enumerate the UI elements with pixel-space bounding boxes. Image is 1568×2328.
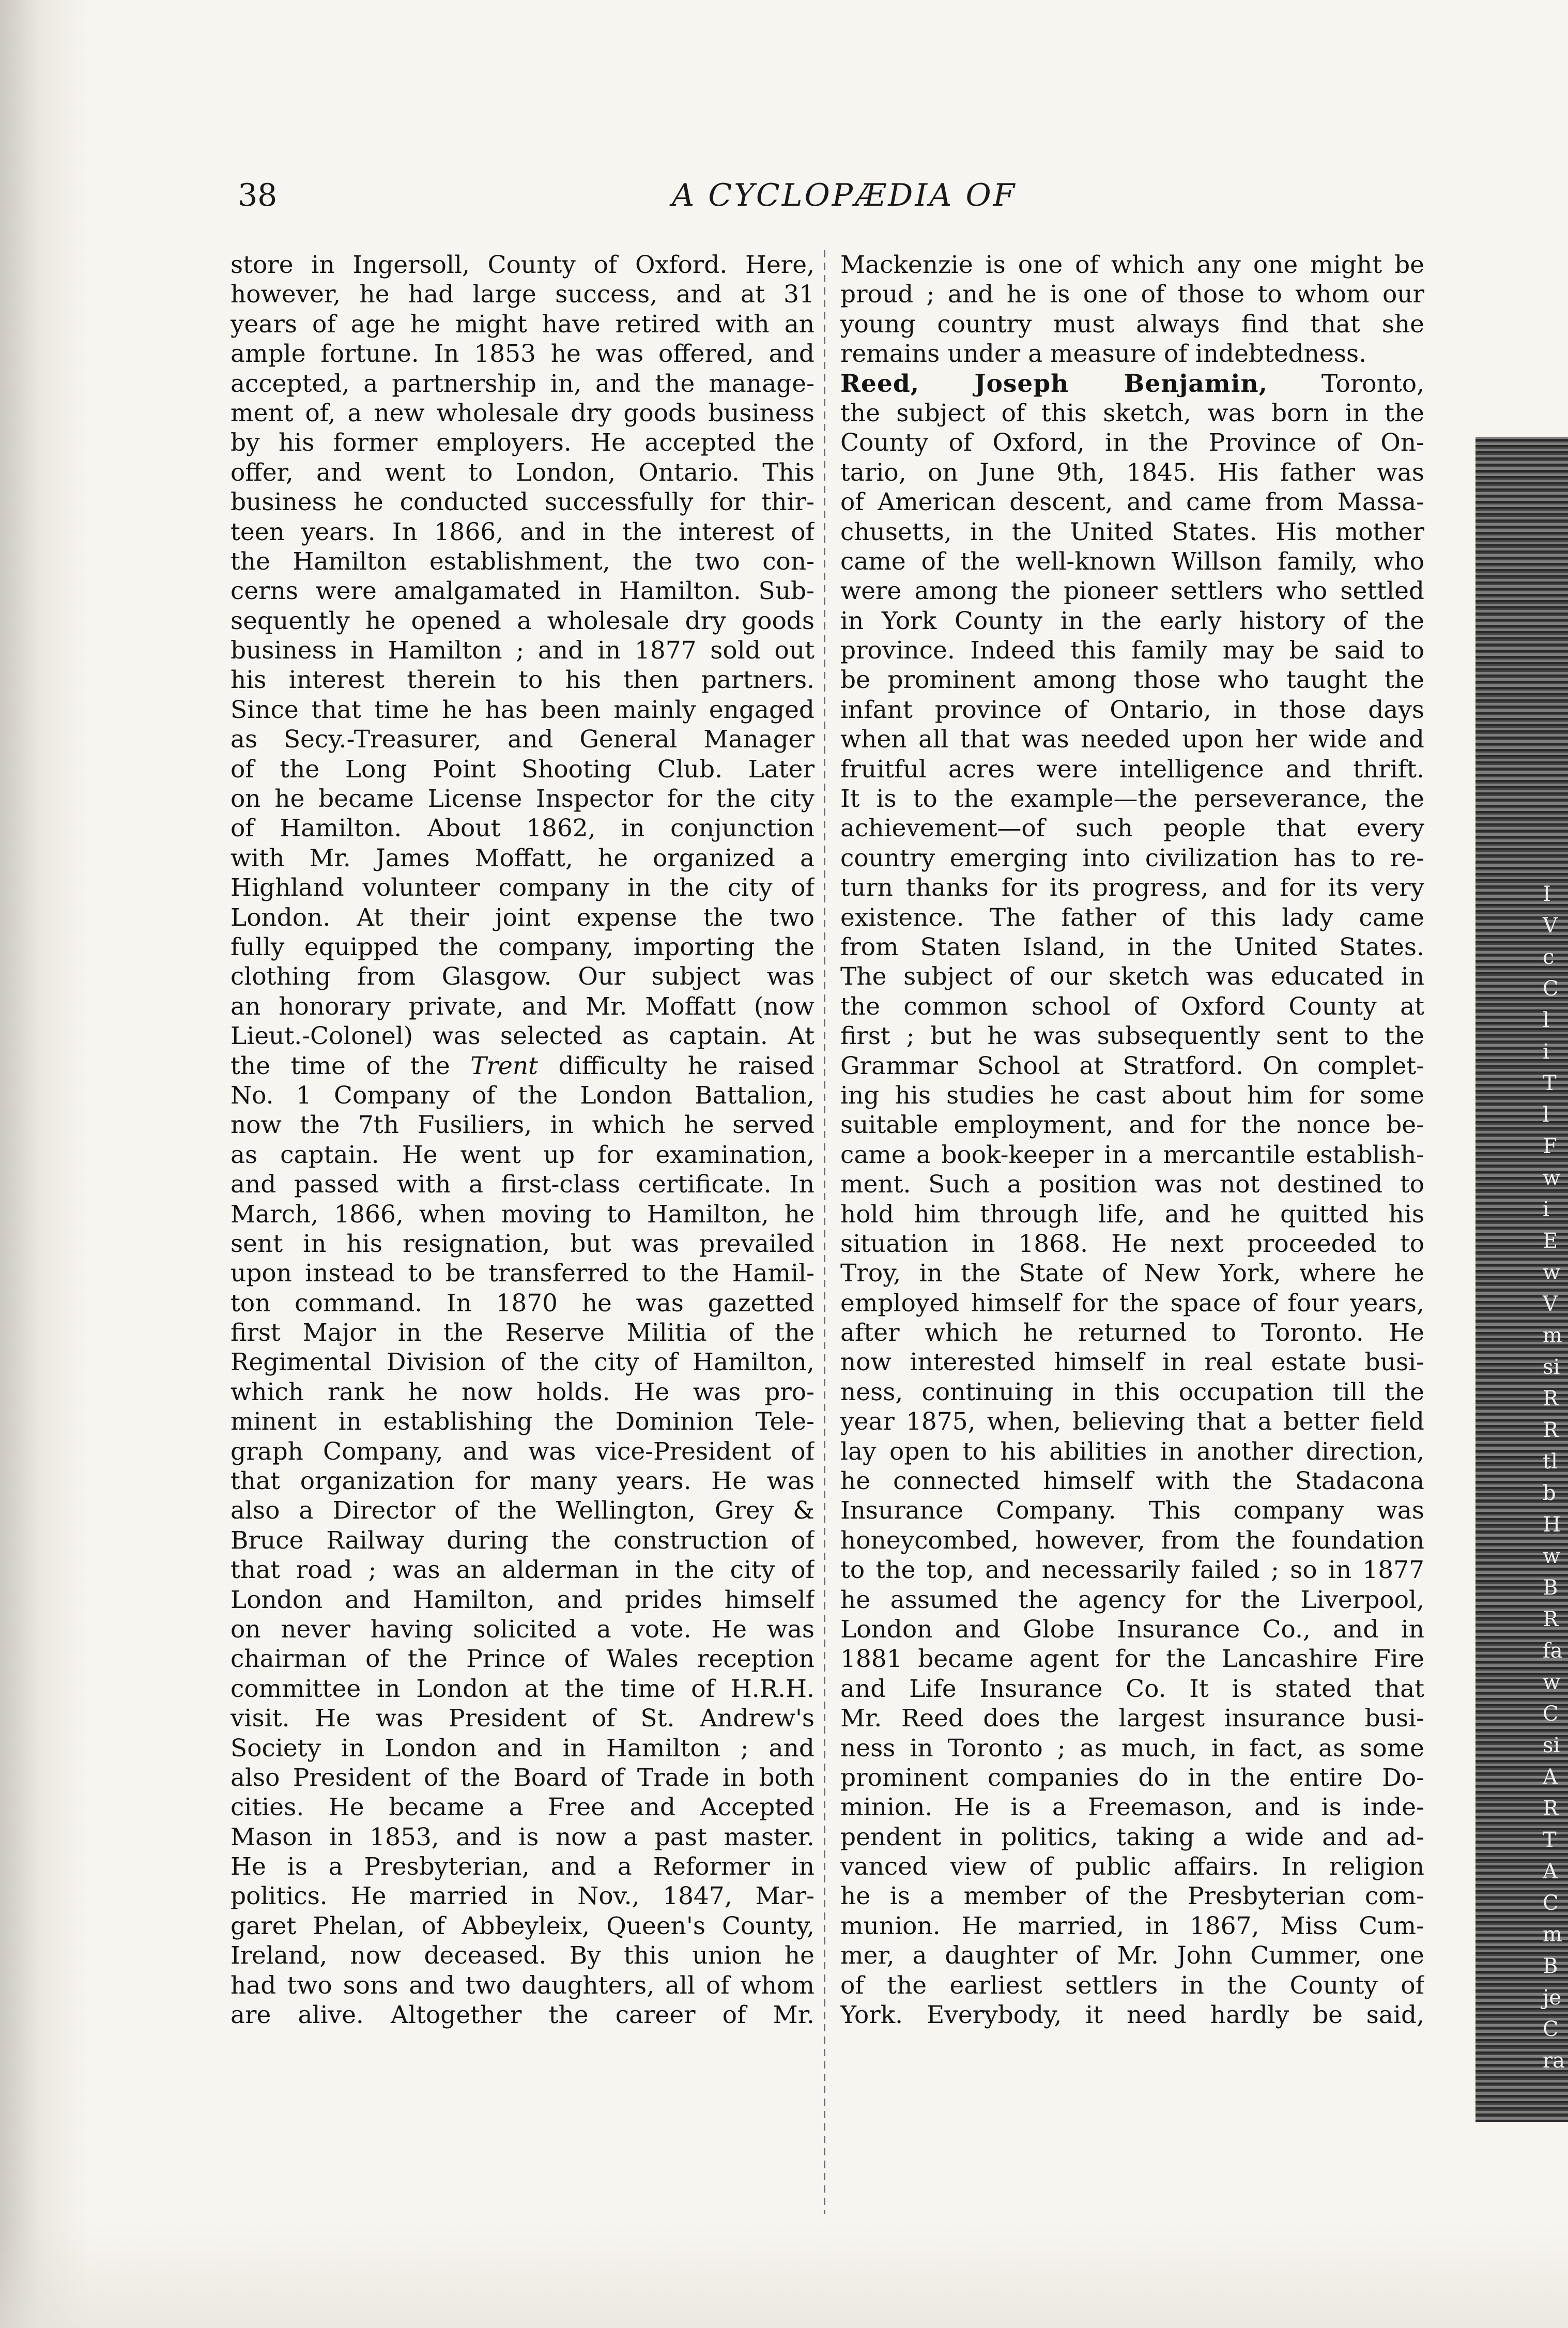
next-page-letter: C [1543, 1891, 1559, 1915]
next-page-letter: fa [1543, 1639, 1563, 1663]
text-line: cities. He became a Free and Accepted [230, 1793, 814, 1822]
text-line: Society in London and in Hamilton ; and [230, 1734, 814, 1763]
bottom-margin-stain [0, 2223, 1568, 2328]
text-line: an honorary private, and Mr. Moffatt (now [230, 992, 814, 1021]
text-line: ample fortune. In 1853 he was offered, and [230, 340, 814, 369]
next-page-letter: ra [1543, 2049, 1565, 2073]
page-number: 38 [238, 177, 278, 213]
text-line: clothing from Glasgow. Our subject was [230, 962, 814, 991]
text-line: tario, on June 9th, 1845. His father was [840, 458, 1424, 487]
text-line: first ; but he was subsequently sent to the [840, 1022, 1424, 1051]
next-page-letter: je [1543, 1986, 1562, 2010]
page-header [238, 177, 1434, 224]
text-line: the Hamilton establishment, the two con- [230, 547, 814, 576]
next-page-letter: tl [1543, 1450, 1558, 1474]
next-page-letter: A [1543, 1860, 1558, 1883]
text-line: Mr. Reed does the largest insurance busi- [840, 1704, 1424, 1733]
text-line: that road ; was an alderman in the city of [230, 1556, 814, 1585]
text-line: accepted, a partnership in, and the manage- [230, 369, 814, 398]
next-page-letter: T [1543, 1071, 1557, 1095]
next-page-letter: b [1543, 1481, 1556, 1505]
text-line: remains under a measure of indebtedness. [840, 340, 1367, 369]
next-page-letter: si [1543, 1355, 1560, 1379]
running-head: A CYCLOPÆDIA OF [672, 177, 1017, 213]
text-line: visit. He was President of St. Andrew's [230, 1704, 814, 1733]
text-line: are alive. Altogether the career of Mr. [230, 2001, 814, 2030]
next-page-letter: l [1543, 1103, 1549, 1127]
text-line: situation in 1868. He next proceeded to [840, 1229, 1424, 1258]
text-line: and Life Insurance Co. It is stated that [840, 1674, 1424, 1703]
text-line: of American descent, and came from Massa- [840, 488, 1424, 517]
next-page-letter: m [1543, 1324, 1562, 1347]
text-line: garet Phelan, of Abbeyleix, Queen's County, [230, 1911, 814, 1940]
text-line: he is a member of the Presbyterian com- [840, 1882, 1424, 1911]
entry-heading: Reed, Joseph Benjamin, [840, 369, 1268, 398]
text-line: chairman of the Prince of Wales reception [230, 1645, 814, 1674]
text-line: ment of, a new wholesale dry goods business [230, 399, 814, 427]
text-line: pendent in politics, taking a wide and ad- [840, 1822, 1424, 1851]
text-line: to the top, and necessarily failed ; so in 1877 [840, 1556, 1424, 1585]
next-page-letter: C [1543, 1702, 1559, 1726]
text-line: on never having solicited a vote. He was [230, 1615, 814, 1644]
next-page-letter: B [1543, 1576, 1558, 1600]
text-line: that organization for many years. He was [230, 1467, 814, 1496]
text-line: ness, continuing in this occupation till the [840, 1377, 1424, 1406]
text-line: store in Ingersoll, County of Oxford. Here, [230, 251, 814, 279]
next-page-letter: A [1543, 1765, 1558, 1789]
entry-heading-location: Toronto, [1268, 369, 1424, 398]
text-line: on he became License Inspector for the city [230, 785, 814, 814]
text-line: now the 7th Fusiliers, in which he served [230, 1111, 814, 1140]
next-page-letter: w [1543, 1261, 1561, 1284]
text-line: be prominent among those who taught the [840, 666, 1424, 695]
text-line: he connected himself with the Stadacona [840, 1467, 1424, 1496]
text-line: year 1875, when, believing that a better field [840, 1407, 1424, 1436]
entry-body [840, 399, 1424, 2030]
text-line: business he conducted successfully for thir- [230, 488, 814, 517]
text-line: fully equipped the company, importing the [230, 932, 814, 961]
next-page-letter: C [1543, 977, 1559, 1001]
next-page-letter: c [1543, 945, 1555, 969]
next-page-letter: R [1543, 1607, 1559, 1631]
text-line: Troy, in the State of New York, where he [840, 1259, 1424, 1288]
text-line: of the Long Point Shooting Club. Later [230, 755, 814, 784]
text-line: committee in London at the time of H.R.H. [230, 1674, 814, 1703]
next-page-fragment [1543, 879, 1568, 2077]
text-line: cerns were amalgamated in Hamilton. Sub- [230, 577, 814, 606]
text-line: he assumed the agency for the Liverpool, [840, 1585, 1424, 1614]
text-line: when all that was needed upon her wide and [840, 725, 1424, 754]
next-page-letter: m [1543, 1923, 1562, 1947]
text-line: came a book-keeper in a mercantile establish- [840, 1140, 1424, 1169]
text-line: infant province of Ontario, in those days [840, 695, 1424, 724]
text-line: the time of the Trent difficulty he raised [230, 1051, 814, 1080]
binding-edge-shadow [0, 0, 90, 2328]
next-page-letter: H [1543, 1513, 1561, 1537]
text-line: It is to the example—the perseverance, the [840, 785, 1424, 814]
text-line: Mackenzie is one of which any one might be [840, 251, 1424, 279]
text-line: Highland volunteer company in the city of [230, 874, 814, 902]
text-line: from Staten Island, in the United States. [840, 932, 1424, 961]
text-line: the common school of Oxford County at [840, 992, 1424, 1021]
text-line: lay open to his abilities in another direction, [840, 1437, 1424, 1466]
next-page-letter: I [1543, 882, 1551, 906]
text-line: Grammar School at Stratford. On complet- [840, 1051, 1424, 1080]
text-line: ton command. In 1870 he was gazetted [230, 1289, 814, 1318]
text-line: The subject of our sketch was educated in [840, 962, 1424, 991]
text-line: first Major in the Reserve Militia of the [230, 1319, 814, 1347]
text-line: honeycombed, however, from the foundation [840, 1526, 1424, 1555]
next-page-letter: E [1543, 1229, 1558, 1253]
text-line: business in Hamilton ; and in 1877 sold out [230, 636, 814, 665]
text-line: country emerging into civilization has to re- [840, 844, 1424, 872]
text-line: prominent companies do in the entire Do- [840, 1763, 1424, 1792]
next-page-letter: B [1543, 1954, 1558, 1978]
text-line: years of age he might have retired with an [230, 310, 814, 339]
text-line: province. Indeed this family may be said to [840, 636, 1424, 665]
next-page-letter: T [1543, 1828, 1557, 1852]
text-line: in York County in the early history of the [840, 606, 1424, 635]
text-line: Regimental Division of the city of Hamilton, [230, 1348, 814, 1377]
text-line: Lieut.-Colonel) was selected as captain. At [230, 1022, 814, 1051]
text-line: London and Hamilton, and prides himself [230, 1585, 814, 1614]
next-page-letter: R [1543, 1387, 1559, 1411]
next-page-letter: V [1543, 914, 1558, 938]
text-line: now interested himself in real estate busi- [840, 1348, 1424, 1377]
text-line: employed himself for the space of four years, [840, 1289, 1424, 1318]
text-line: sent in his resignation, but was prevailed [230, 1229, 814, 1258]
right-column [840, 250, 1424, 2030]
text-line: London and Globe Insurance Co., and in [840, 1615, 1424, 1644]
text-line: the subject of this sketch, was born in the [840, 399, 1424, 427]
text-line: turn thanks for its progress, and for its very [840, 874, 1424, 902]
text-line: suitable employment, and for the nonce be- [840, 1111, 1424, 1140]
text-line: munion. He married, in 1867, Miss Cum- [840, 1911, 1424, 1940]
next-page-letter: R [1543, 1418, 1559, 1442]
text-line: ment. Such a position was not destined to [840, 1170, 1424, 1199]
text-line: Bruce Railway during the construction of [230, 1526, 814, 1555]
text-line: however, he had large success, and at 31 [230, 280, 814, 309]
text-line: hold him through life, and he quitted his [840, 1200, 1424, 1229]
text-line: as Secy.-Treasurer, and General Manager [230, 725, 814, 754]
text-line: with Mr. James Moffatt, he organized a [230, 844, 814, 872]
next-page-letter: w [1543, 1671, 1561, 1694]
text-line: and passed with a first-class certificate. In [230, 1170, 814, 1199]
text-line: County of Oxford, in the Province of On- [840, 428, 1424, 457]
text-line: Since that time he has been mainly engaged [230, 695, 814, 724]
text-line: also a Director of the Wellington, Grey & [230, 1496, 814, 1525]
text-line: chusetts, in the United States. His mother [840, 517, 1424, 546]
next-page-letter: i [1543, 1040, 1549, 1064]
text-line: fruitful acres were intelligence and thrift. [840, 755, 1424, 784]
text-line: 1881 became agent for the Lancashire Fire [840, 1645, 1424, 1674]
text-line: existence. The father of this lady came [840, 903, 1424, 932]
text-line: vanced view of public affairs. In religion [840, 1852, 1424, 1881]
text-line: ness in Toronto ; as much, in fact, as some [840, 1734, 1424, 1763]
next-page-letter: R [1543, 1797, 1559, 1820]
text-line: sequently he opened a wholesale dry goods [230, 606, 814, 635]
next-page-letter: si [1543, 1734, 1560, 1757]
text-line: upon instead to be transferred to the Hamil- [230, 1259, 814, 1288]
next-page-letter: w [1543, 1166, 1561, 1190]
text-line: minent in establishing the Dominion Tele- [230, 1407, 814, 1436]
text-line: Insurance Company. This company was [840, 1496, 1424, 1525]
text-line: He is a Presbyterian, and a Reformer in [230, 1852, 814, 1881]
text-line: which rank he now holds. He was pro- [230, 1377, 814, 1406]
entry-first-line [840, 369, 1424, 399]
text-line: achievement—of such people that every [840, 814, 1424, 843]
next-page-letter: l [1543, 1008, 1549, 1032]
text-line: ing his studies he cast about him for some [840, 1081, 1424, 1110]
text-line: proud ; and he is one of those to whom our [840, 280, 1424, 309]
next-page-letter: V [1543, 1292, 1558, 1316]
next-page-letter: F [1543, 1135, 1557, 1158]
text-line: politics. He married in Nov., 1847, Mar- [230, 1882, 814, 1911]
text-line: had two sons and two daughters, all of whom [230, 1971, 814, 2000]
text-line: of Hamilton. About 1862, in conjunction [230, 814, 814, 843]
column-rule [824, 250, 825, 2214]
text-line: mer, a daughter of Mr. John Cummer, one [840, 1941, 1424, 1970]
next-page-letter: C [1543, 2017, 1559, 2041]
left-column [230, 250, 814, 2030]
text-line: by his former employers. He accepted the [230, 428, 814, 457]
text-line: No. 1 Company of the London Battalion, [230, 1081, 814, 1110]
text-line: teen years. In 1866, and in the interest of [230, 517, 814, 546]
text-line: came of the well-known Willson family, who [840, 547, 1424, 576]
text-line: Mason in 1853, and is now a past master. [230, 1822, 814, 1851]
preceding-entry-ending [840, 250, 1424, 369]
text-line: after which he returned to Toronto. He [840, 1319, 1424, 1347]
text-line: minion. He is a Freemason, and is inde- [840, 1793, 1424, 1822]
text-line: also President of the Board of Trade in both [230, 1763, 814, 1792]
text-line: were among the pioneer settlers who settled [840, 577, 1424, 606]
text-line: offer, and went to London, Ontario. This [230, 458, 814, 487]
text-line: his interest therein to his then partners. [230, 666, 814, 695]
text-line: York. Everybody, it need hardly be said, [840, 2001, 1424, 2030]
text-line: young country must always find that she [840, 310, 1424, 339]
text-line: London. At their joint expense the two [230, 903, 814, 932]
text-line: March, 1866, when moving to Hamilton, he [230, 1200, 814, 1229]
text-line: Ireland, now deceased. By this union he [230, 1941, 814, 1970]
next-page-letter: i [1543, 1198, 1549, 1221]
text-line: as captain. He went up for examination, [230, 1140, 814, 1169]
text-line: of the earliest settlers in the County of [840, 1971, 1424, 2000]
text-line: graph Company, and was vice-President of [230, 1437, 814, 1466]
next-page-letter: w [1543, 1544, 1561, 1568]
